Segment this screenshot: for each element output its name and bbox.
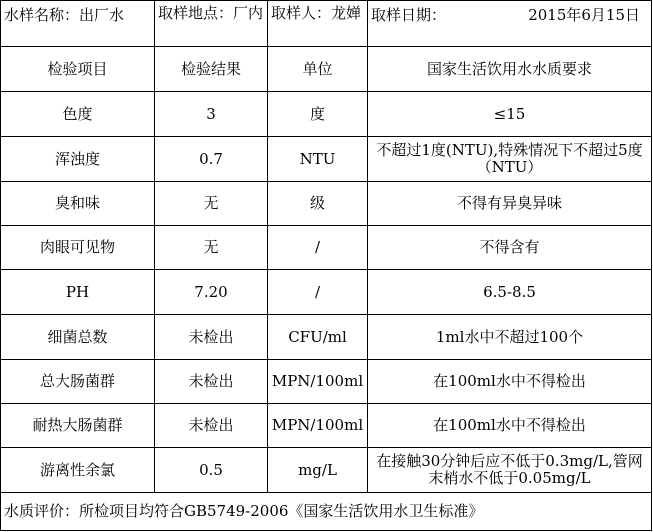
row-standard: 不得有异臭异味	[368, 182, 652, 226]
row-item: 游离性余氯	[1, 448, 155, 493]
row-item: 浑浊度	[1, 137, 155, 182]
table-row	[1, 315, 652, 360]
sampling-date-cell	[368, 1, 652, 47]
row-result: 3	[155, 92, 268, 137]
row-standard: 在100ml水中不得检出	[368, 404, 652, 448]
row-standard: 不得含有	[368, 226, 652, 270]
column-header-result: 检验结果	[155, 47, 268, 92]
table-row	[1, 226, 652, 270]
row-standard: 1ml水中不超过100个	[368, 315, 652, 360]
table-row	[1, 360, 652, 404]
column-header-item: 检验项目	[1, 47, 155, 92]
row-item: 细菌总数	[1, 315, 155, 360]
table-row	[1, 270, 652, 315]
row-unit: /	[268, 226, 368, 270]
row-unit: 度	[268, 92, 368, 137]
row-item: PH	[1, 270, 155, 315]
row-result: 0.5	[155, 448, 268, 493]
sampling-date-label: 取样日期：	[371, 6, 447, 24]
row-unit: MPN/100ml	[268, 404, 368, 448]
table-row	[1, 448, 652, 493]
row-unit: CFU/ml	[268, 315, 368, 360]
row-standard: 在100ml水中不得检出	[368, 360, 652, 404]
row-unit: /	[268, 270, 368, 315]
row-standard: ≤15	[368, 92, 652, 137]
row-unit: mg/L	[268, 448, 368, 493]
sampler: 取样人：龙婵	[268, 1, 368, 47]
row-result: 未检出	[155, 315, 268, 360]
row-item: 臭和味	[1, 182, 155, 226]
row-result: 无	[155, 182, 268, 226]
column-header-row	[1, 47, 652, 92]
row-standard: 6.5-8.5	[368, 270, 652, 315]
sampling-date-value: 2015年6月15日	[528, 6, 640, 24]
row-result: 未检出	[155, 404, 268, 448]
table-row	[1, 92, 652, 137]
table-row	[1, 404, 652, 448]
row-result: 0.7	[155, 137, 268, 182]
column-header-standard: 国家生活饮用水水质要求	[368, 47, 652, 92]
row-result: 无	[155, 226, 268, 270]
row-item: 肉眼可见物	[1, 226, 155, 270]
row-unit: MPN/100ml	[268, 360, 368, 404]
row-item: 色度	[1, 92, 155, 137]
table-row	[1, 137, 652, 182]
row-unit: NTU	[268, 137, 368, 182]
sampling-location: 取样地点：厂内	[155, 1, 268, 47]
row-standard: 在接触30分钟后应不低于0.3mg/L,管网末梢水不低于0.05mg/L	[368, 448, 652, 493]
row-result: 7.20	[155, 270, 268, 315]
row-unit: 级	[268, 182, 368, 226]
evaluation-row	[1, 493, 652, 531]
row-item: 耐热大肠菌群	[1, 404, 155, 448]
header-row	[1, 1, 652, 47]
row-standard: 不超过1度(NTU),特殊情况下不超过5度（NTU）	[368, 137, 652, 182]
water-sample-name: 水样名称：出厂水	[1, 1, 155, 47]
row-result: 未检出	[155, 360, 268, 404]
water-quality-evaluation: 水质评价：所检项目均符合GB5749-2006《国家生活饮用水卫生标准》	[1, 493, 652, 531]
row-item: 总大肠菌群	[1, 360, 155, 404]
table-row	[1, 182, 652, 226]
column-header-unit: 单位	[268, 47, 368, 92]
